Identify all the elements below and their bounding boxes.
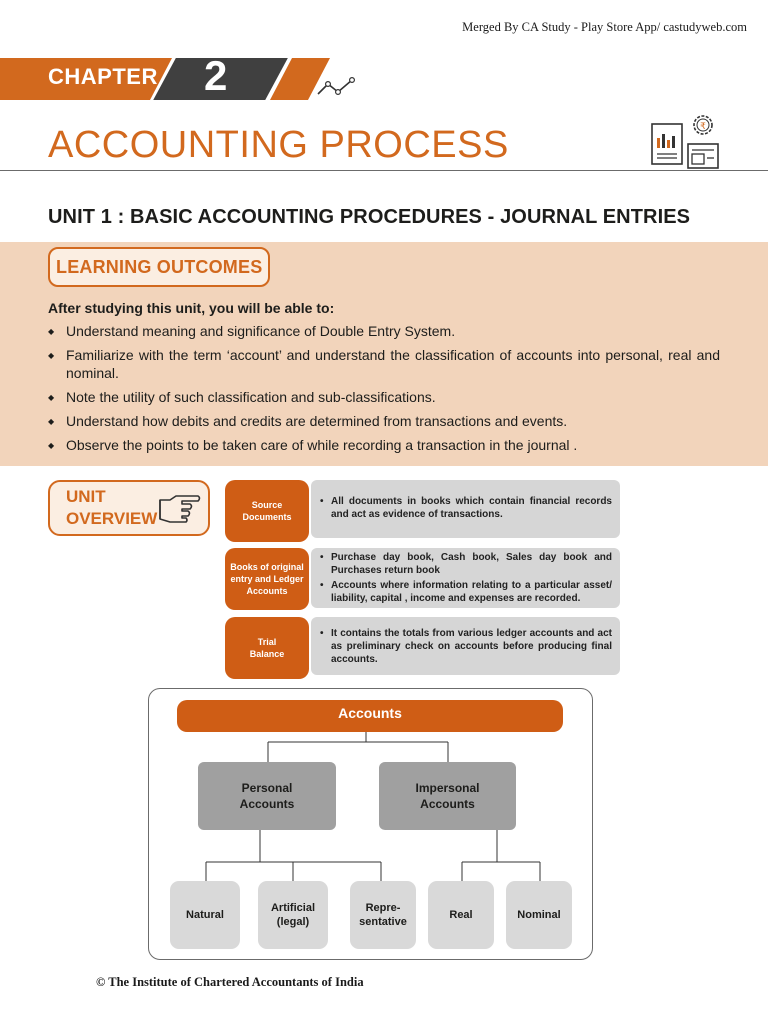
unit-title: UNIT 1 : BASIC ACCOUNTING PROCEDURES - JOURNAL ENTRIES [48,206,691,228]
real-node: Real [428,881,494,949]
overview-label-books-ledger: Books of original entry and Ledger Accounts [225,548,309,610]
rupee-gear-icon [690,112,716,138]
page-title: ACCOUNTING PROCESS [48,124,509,166]
personal-accounts-node: Personal Accounts [198,762,336,830]
learning-outcomes-intro: After studying this unit, you will be able to: [48,300,335,316]
overview-label-trial-balance: Trial Balance [225,617,309,679]
artificial-legal-node: Artificial (legal) [258,881,328,949]
svg-text:₹: ₹ [700,122,706,132]
overview-desc-source-documents: • All documents in books which contain financial records and act as evidence of transactions. [311,480,620,538]
list-item: ◆ Familiarize with the term ‘account’ and understand the classification of accounts into personal, real and nominal. [48,346,720,382]
list-item: ◆ Note the utility of such classification and sub-classifications. [48,388,720,406]
overview-label-source-documents: Source Documents [225,480,309,542]
trend-line-icon [316,76,358,98]
list-item: ◆ Observe the points to be taken care of while recording a transaction in the journal . [48,436,720,454]
chapter-label: CHAPTER [48,64,158,89]
learning-outcomes-heading: LEARNING OUTCOMES [48,247,270,287]
learning-outcomes-list [48,322,720,460]
pointing-hand-icon [156,492,202,524]
natural-node: Natural [170,881,240,949]
merged-by-note: Merged By CA Study - Play Store App/ castudyweb.com [462,20,747,34]
impersonal-accounts-node: Impersonal Accounts [379,762,516,830]
chapter-number: 2 [204,52,228,99]
title-divider [0,170,768,171]
footer-copyright: © The Institute of Chartered Accountants of India [96,975,364,989]
overview-desc-books-ledger: • Purchase day book, Cash book, Sales day book and Purchases return book • Accounts where information relating to a particular asset/ liability, capital , income and expenses are recorded. [311,548,620,608]
accounts-root-node: Accounts [177,700,563,732]
list-item: ◆ Understand how debits and credits are determined from transactions and events. [48,412,720,430]
unit-overview-badge [48,480,210,536]
overview-desc-trial-balance: • It contains the totals from various ledger accounts and act as preliminary check on accounts before producing final accounts. [311,617,620,675]
list-item: ◆ Understand meaning and significance of Double Entry System. [48,322,720,340]
unit-overview-heading: UNIT OVERVIEW [66,487,158,528]
nominal-node: Nominal [506,881,572,949]
representative-node: Repre- sentative [350,881,416,949]
